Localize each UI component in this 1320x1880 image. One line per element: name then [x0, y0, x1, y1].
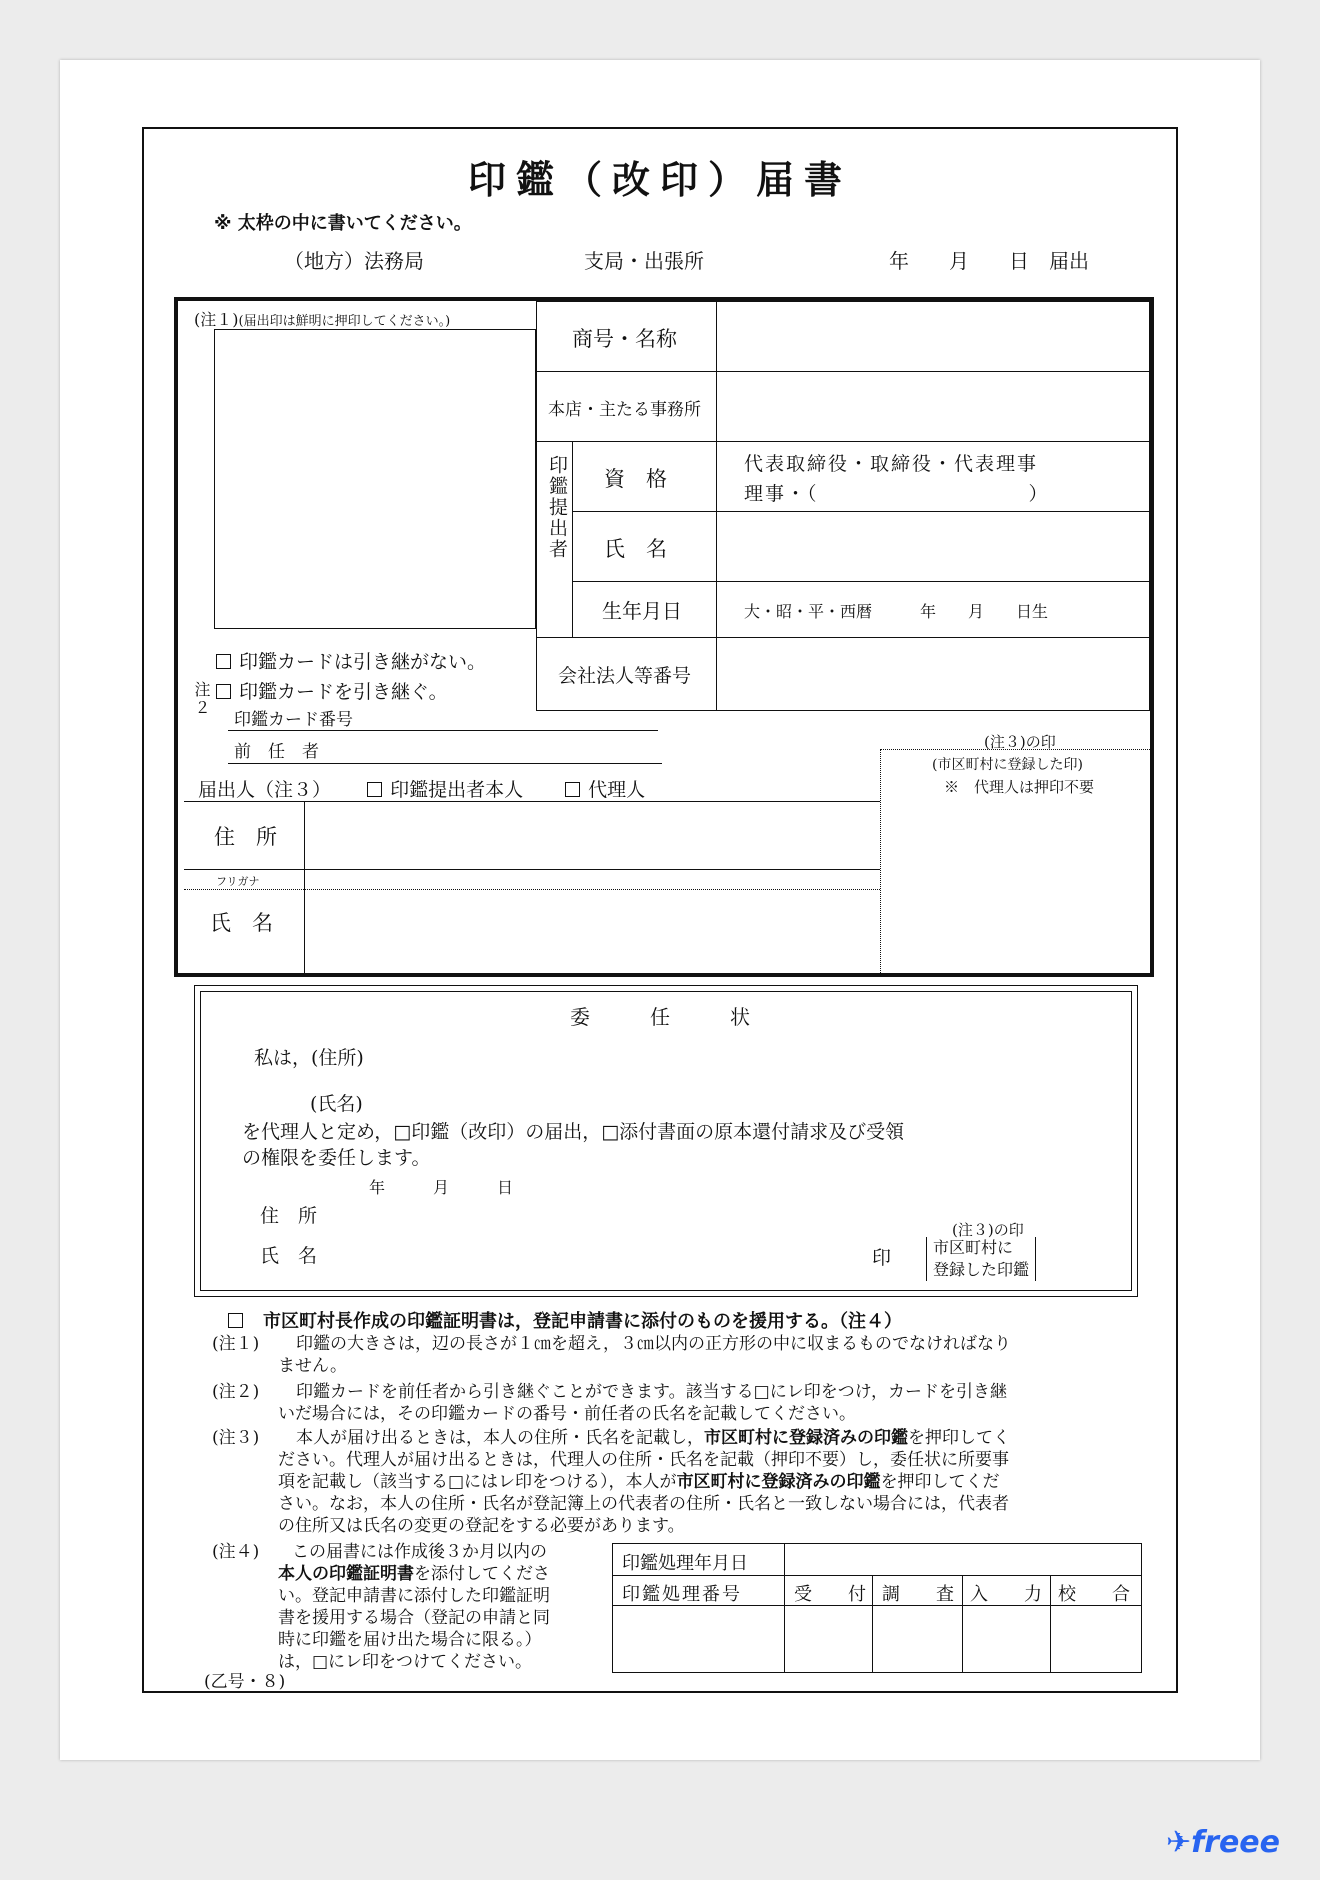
note-4b1-bold: 本人の印鑑証明書: [278, 1564, 414, 1584]
corp-number-label: 会社法人等番号: [558, 665, 692, 687]
filer-self-checkbox[interactable]: [367, 782, 382, 797]
proxy-date: 年 月 日: [369, 1178, 514, 1197]
proxy-title: 委 任 状: [570, 1005, 750, 1029]
note-2b: いだ場合には，その印鑑カードの番号・前任者の氏名を記載してください。: [278, 1404, 856, 1424]
card-opt-no-label: 印鑑カードは引き継がない。: [239, 651, 487, 673]
birth-date-options[interactable]: 大・昭・平・西暦 年 月 日生: [744, 602, 1049, 621]
row-line-3: [572, 511, 1150, 512]
proxy-seal-note: (注３)の印: [952, 1221, 1024, 1239]
note-3b: ださい。代理人が届け出るときは，代理人の住所・氏名を記載（押印不要）し，委任状に所要事: [278, 1450, 1009, 1470]
qualification-options-1[interactable]: 代表取締役・取締役・代表理事: [744, 453, 1039, 475]
note-1b: ません。: [278, 1356, 348, 1376]
filer-mid-line: [184, 869, 880, 870]
note-3c1: 項を記載し（該当する□にはレ印をつける），本人が: [278, 1472, 677, 1492]
company-table: [536, 301, 1150, 711]
proxy-body-2: の権限を委任します。: [242, 1147, 431, 1169]
filer-agent-checkbox[interactable]: [565, 782, 580, 797]
filer-label: [198, 775, 645, 802]
note-4c: い。登記申請書に添付した印鑑証明: [278, 1586, 550, 1606]
freee-brand-text: freee: [1191, 1825, 1280, 1860]
instruction-text: ※ 太枠の中に書いてください。: [214, 213, 472, 234]
proxy-seal-box-1: 市区町村に: [933, 1238, 1014, 1257]
proxy-address: 私は，(住所): [254, 1047, 364, 1069]
freee-bird-icon: ✈: [1165, 1825, 1192, 1860]
note-3a1: 本人が届け出るときは，本人の住所・氏名を記載し，: [296, 1428, 704, 1448]
processing-col3-label: 入 力: [970, 1584, 1042, 1605]
certificate-checkbox[interactable]: [228, 1313, 243, 1328]
processing-col-1: [872, 1575, 873, 1673]
proxy-name2: 氏 名: [260, 1245, 318, 1267]
note-2-tag: (注２): [212, 1382, 260, 1402]
card-no-checkbox[interactable]: [216, 654, 231, 669]
certificate-text: 市区町村長作成の印鑑証明書は，登記申請書に添付のものを援用する。（注４）: [263, 1311, 902, 1332]
submitter-label: 印鑑提出者: [546, 455, 568, 560]
note-3e: の住所又は氏名の変更の登記をする必要があります。: [278, 1516, 685, 1536]
branch-label: 支局・出張所: [584, 249, 704, 273]
filer-col-divider: [304, 801, 305, 973]
note-1a-text: 印鑑の大きさは，辺の長さが１㎝を超え，３㎝以内の正方形の中に収まるものでなければなり: [296, 1334, 1012, 1354]
note-4b2: を添付してくださ: [414, 1564, 550, 1584]
card-number-line[interactable]: [228, 730, 658, 731]
paper-sheet: [60, 60, 1260, 1760]
proxy-address2: 住 所: [260, 1205, 318, 1227]
filer-address-label: 住 所: [214, 825, 277, 849]
qualification-label: 資 格: [604, 467, 667, 491]
row-line-1: [536, 371, 1150, 372]
filer-top-line: [184, 801, 880, 802]
seal-note-small: (届出印は鮮明に押印してください。): [238, 314, 451, 329]
filer-seal-left: [880, 749, 881, 973]
note-3c: [212, 1471, 1238, 1493]
processing-col2-label: 調 査: [882, 1584, 954, 1605]
proxy-seal-box-2: 登録した印鑑: [933, 1260, 1030, 1279]
card-yes-checkbox[interactable]: [216, 684, 231, 699]
submitter-divider: [572, 441, 573, 637]
processing-row-1: [612, 1575, 1142, 1576]
company-col-divider: [716, 301, 717, 711]
company-name-label: 商号・名称: [572, 327, 677, 351]
processing-col4-label: 校 合: [1058, 1584, 1130, 1605]
note-3c2-bold: 市区町村に登録済みの印鑑: [676, 1472, 881, 1492]
row-line-2: [536, 441, 1150, 442]
filer-name-label: 氏 名: [210, 911, 273, 935]
filer-seal-note-2: (市区町村に登録した印): [932, 757, 1083, 773]
filer-seal-note-3: ※ 代理人は押印不要: [944, 778, 1095, 796]
note-1a: [212, 1333, 1172, 1355]
note-4f: は，□にレ印をつけてください。: [278, 1652, 533, 1672]
seal-note-tag: (注１): [194, 310, 239, 329]
note-4a-text: この届書には作成後３か月以内の: [292, 1542, 547, 1562]
processing-col-2: [962, 1575, 963, 1673]
proxy-body-1: を代理人と定め，□印鑑（改印）の届出，□添付書面の原本還付請求及び受領: [242, 1121, 905, 1143]
processing-number-label: 印鑑処理番号: [622, 1584, 742, 1605]
freee-logo: [1166, 1825, 1280, 1860]
proxy-seal-box: [926, 1237, 1036, 1281]
note-2a-text: 印鑑カードを前任者から引き継ぐことができます。該当する□にレ印をつけ，カードを引き継: [296, 1382, 1008, 1402]
card-opt-yes-label: 印鑑カードを引き継ぐ。: [239, 681, 448, 703]
predecessor-line[interactable]: [228, 763, 662, 764]
note-1-tag: (注１): [212, 1334, 260, 1354]
note-3a3: を押印してく: [908, 1428, 1010, 1448]
note-4-tag: (注４): [212, 1542, 260, 1562]
card-opt-yes[interactable]: [216, 677, 448, 704]
processing-col-3: [1050, 1575, 1051, 1673]
processing-col-0: [784, 1543, 785, 1673]
birth-date-label: 生年月日: [602, 599, 682, 623]
seal-stamp-box[interactable]: [214, 329, 536, 629]
predecessor-label: 前 任 者: [234, 742, 319, 762]
note-3-tag: (注３): [212, 1428, 260, 1448]
person-name-label: 氏 名: [604, 537, 667, 561]
note-2a: [212, 1381, 1172, 1403]
note-4e: 時に印鑑を届け出た場合に限る。）: [278, 1630, 542, 1650]
qualification-options-2[interactable]: 理事・（ ）: [744, 483, 1050, 505]
row-line-5: [536, 637, 1150, 638]
filing-date: 年 月 日 届出: [889, 249, 1089, 273]
furigana-label: フリガナ: [216, 875, 260, 888]
seal-note: [194, 307, 450, 330]
filer-agent-label: 代理人: [588, 779, 646, 801]
note-3c3: を押印してくだ: [880, 1472, 1000, 1492]
furigana-line: [184, 889, 880, 890]
card-opt-no[interactable]: [216, 647, 486, 674]
processing-date-label: 印鑑処理年月日: [622, 1553, 748, 1574]
note-3a2-bold: 市区町村に登録済みの印鑑: [704, 1428, 908, 1448]
proxy-name: (氏名): [310, 1093, 363, 1115]
card-note-tag: 注２: [192, 681, 211, 717]
certificate-line[interactable]: [228, 1307, 902, 1333]
office-label: （地方）法務局: [284, 249, 424, 273]
note-4d: 書を援用する場合（登記の申請と同: [278, 1608, 550, 1628]
row-line-4: [572, 581, 1150, 582]
processing-col1-label: 受 付: [794, 1584, 866, 1605]
form-title: 印鑑（改印）届書: [467, 157, 852, 202]
filer-seal-note-1: (注３)の印: [984, 733, 1056, 751]
note-3d: さい。なお，本人の住所・氏名が登記簿上の代表者の住所・氏名と一致しない場合には，代表者: [278, 1494, 1009, 1514]
form-border: [142, 127, 1178, 1693]
form-code: (乙号・８): [204, 1672, 286, 1692]
note-3a: [212, 1427, 1172, 1449]
proxy-seal: 印: [872, 1247, 892, 1269]
filer-label-text: 届出人（注３）: [198, 779, 332, 801]
head-office-label: 本店・主たる事務所: [548, 400, 701, 420]
filer-self-label: 印鑑提出者本人: [390, 779, 524, 801]
card-number-label: 印鑑カード番号: [234, 710, 353, 730]
